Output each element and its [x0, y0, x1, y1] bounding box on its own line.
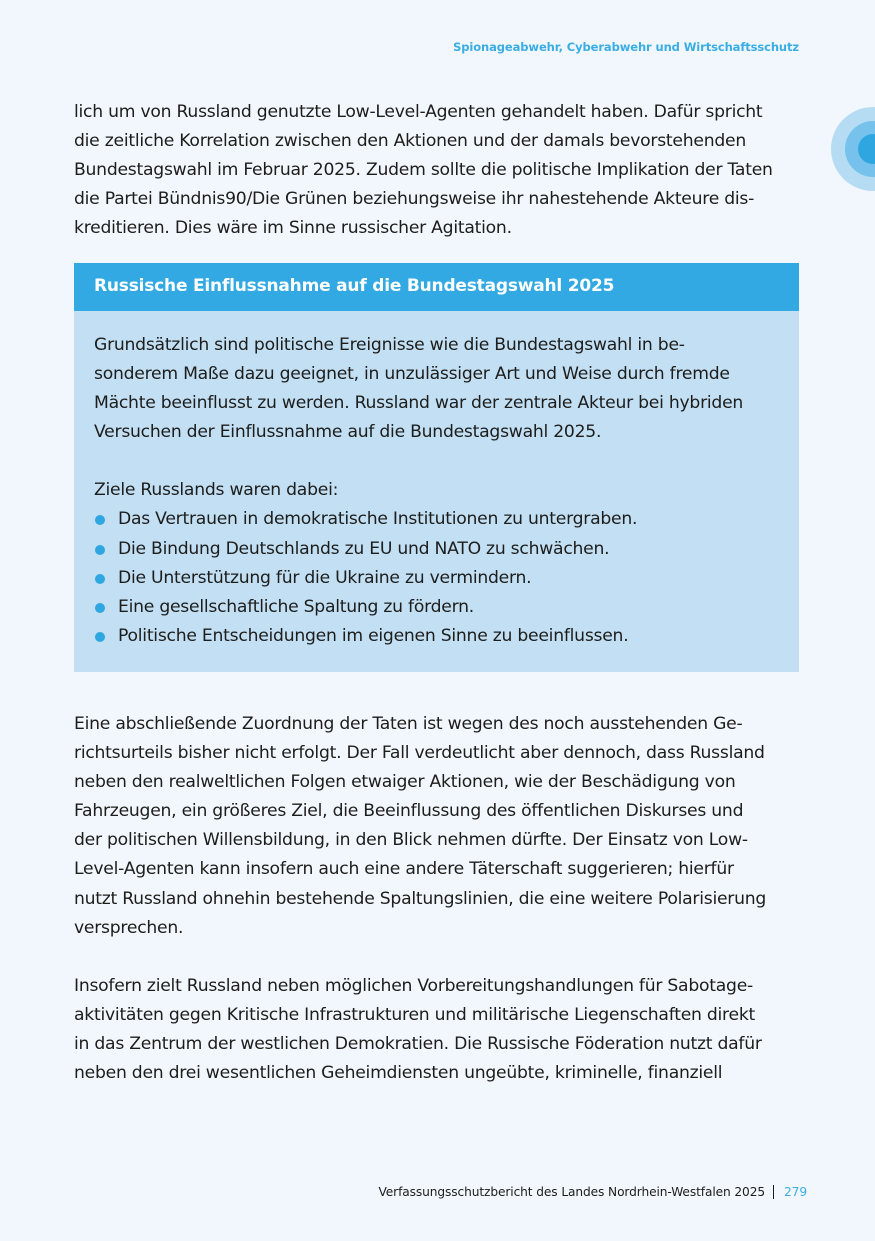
text-line: Grundsätzlich sind politische Ereignisse wie die Bundestagswahl in be- [94, 335, 685, 355]
text-line: die Partei Bündnis90/Die Grünen beziehungsweise ihr nahestehende Akteure dis- [74, 189, 755, 210]
body-paragraph-2 [74, 710, 804, 943]
text-line: nutzt Russland ohnehin bestehende Spaltungslinien, die eine weitere Polarisierung [74, 888, 767, 909]
list-item [94, 593, 779, 622]
text-line: versprechen. [74, 917, 184, 938]
circle-decoration-icon [831, 107, 875, 191]
text-line: aktivitäten gegen Kritische Infrastrukturen und militärische Liegenschaften direkt [74, 1005, 756, 1026]
footer-divider [773, 1185, 774, 1199]
text-line: Level-Agenten kann insofern auch eine andere Täterschaft suggerieren; hierfür [74, 859, 734, 880]
bullet-icon [95, 574, 105, 584]
text-line: kreditieren. Dies wäre im Sinne russischer Agitation. [74, 218, 512, 239]
page-footer [378, 1185, 807, 1199]
infobox-title: Russische Einflussnahme auf die Bundestagswahl 2025 [74, 263, 799, 311]
list-item-text: Das Vertrauen in demokratische Institutionen zu untergraben. [118, 509, 638, 530]
list-item-text: Eine gesellschaftliche Spaltung zu fördern. [118, 596, 474, 617]
text-line: sonderem Maße dazu geeignet, in unzulässiger Art und Weise durch fremde [94, 364, 730, 385]
body-paragraph-3 [74, 972, 804, 1088]
infobox-paragraph [94, 331, 779, 447]
text-line: neben den realweltlichen Folgen etwaiger Aktionen, wie der Beschädigung von [74, 772, 736, 793]
infobox-body [74, 311, 799, 651]
bullet-icon [95, 632, 105, 642]
list-item [94, 505, 779, 534]
text-line: Bundestagswahl im Februar 2025. Zudem sollte die politische Implikation der Taten [74, 160, 773, 181]
text-line: Eine abschließende Zuordnung der Taten ist wegen des noch ausstehenden Ge- [74, 714, 743, 734]
list-item [94, 535, 779, 564]
text-line: der politischen Willensbildung, in den Blick nehmen dürfte. Der Einsatz von Low- [74, 830, 748, 851]
list-item [94, 622, 779, 651]
bullet-icon [95, 515, 105, 525]
text-line: Insofern zielt Russland neben möglichen Vorbereitungshandlungen für Sabotage- [74, 976, 753, 996]
intro-paragraph [74, 98, 804, 243]
infobox [74, 263, 799, 672]
list-item-text: Die Unterstützung für die Ukraine zu vermindern. [118, 567, 532, 588]
text-line: die zeitliche Korrelation zwischen den Aktionen und der damals bevorstehenden [74, 131, 746, 152]
text-line: lich um von Russland genutzte Low-Level-Agenten gehandelt haben. Dafür spricht [74, 102, 763, 122]
running-header: Spionageabwehr, Cyberabwehr und Wirtschaftsschutz [453, 40, 799, 54]
bullet-icon [95, 545, 105, 555]
text-line: Versuchen der Einflussnahme auf die Bundestagswahl 2025. [94, 422, 602, 443]
text-line: Fahrzeugen, ein größeres Ziel, die Beeinflussung des öffentlichen Diskurses und [74, 801, 744, 822]
goals-list [94, 505, 779, 650]
page-number: 279 [784, 1185, 807, 1199]
list-item [94, 564, 779, 593]
goals-intro: Ziele Russlands waren dabei: [94, 480, 339, 501]
publication-title: Verfassungsschutzbericht des Landes Nordrhein-Westfalen 2025 [378, 1185, 766, 1199]
text-line: neben den drei wesentlichen Geheimdiensten ungeübte, kriminelle, finanziell [74, 1063, 723, 1084]
list-item-text: Die Bindung Deutschlands zu EU und NATO zu schwächen. [118, 538, 610, 559]
list-item-text: Politische Entscheidungen im eigenen Sinne zu beeinflussen. [118, 625, 629, 646]
text-line: richtsurteils bisher nicht erfolgt. Der Fall verdeutlicht aber dennoch, dass Russland [74, 743, 765, 764]
text-line: Mächte beeinflusst zu werden. Russland war der zentrale Akteur bei hybriden [94, 393, 744, 414]
bullet-icon [95, 603, 105, 613]
text-line: in das Zentrum der westlichen Demokratien. Die Russische Föderation nutzt dafür [74, 1034, 762, 1055]
